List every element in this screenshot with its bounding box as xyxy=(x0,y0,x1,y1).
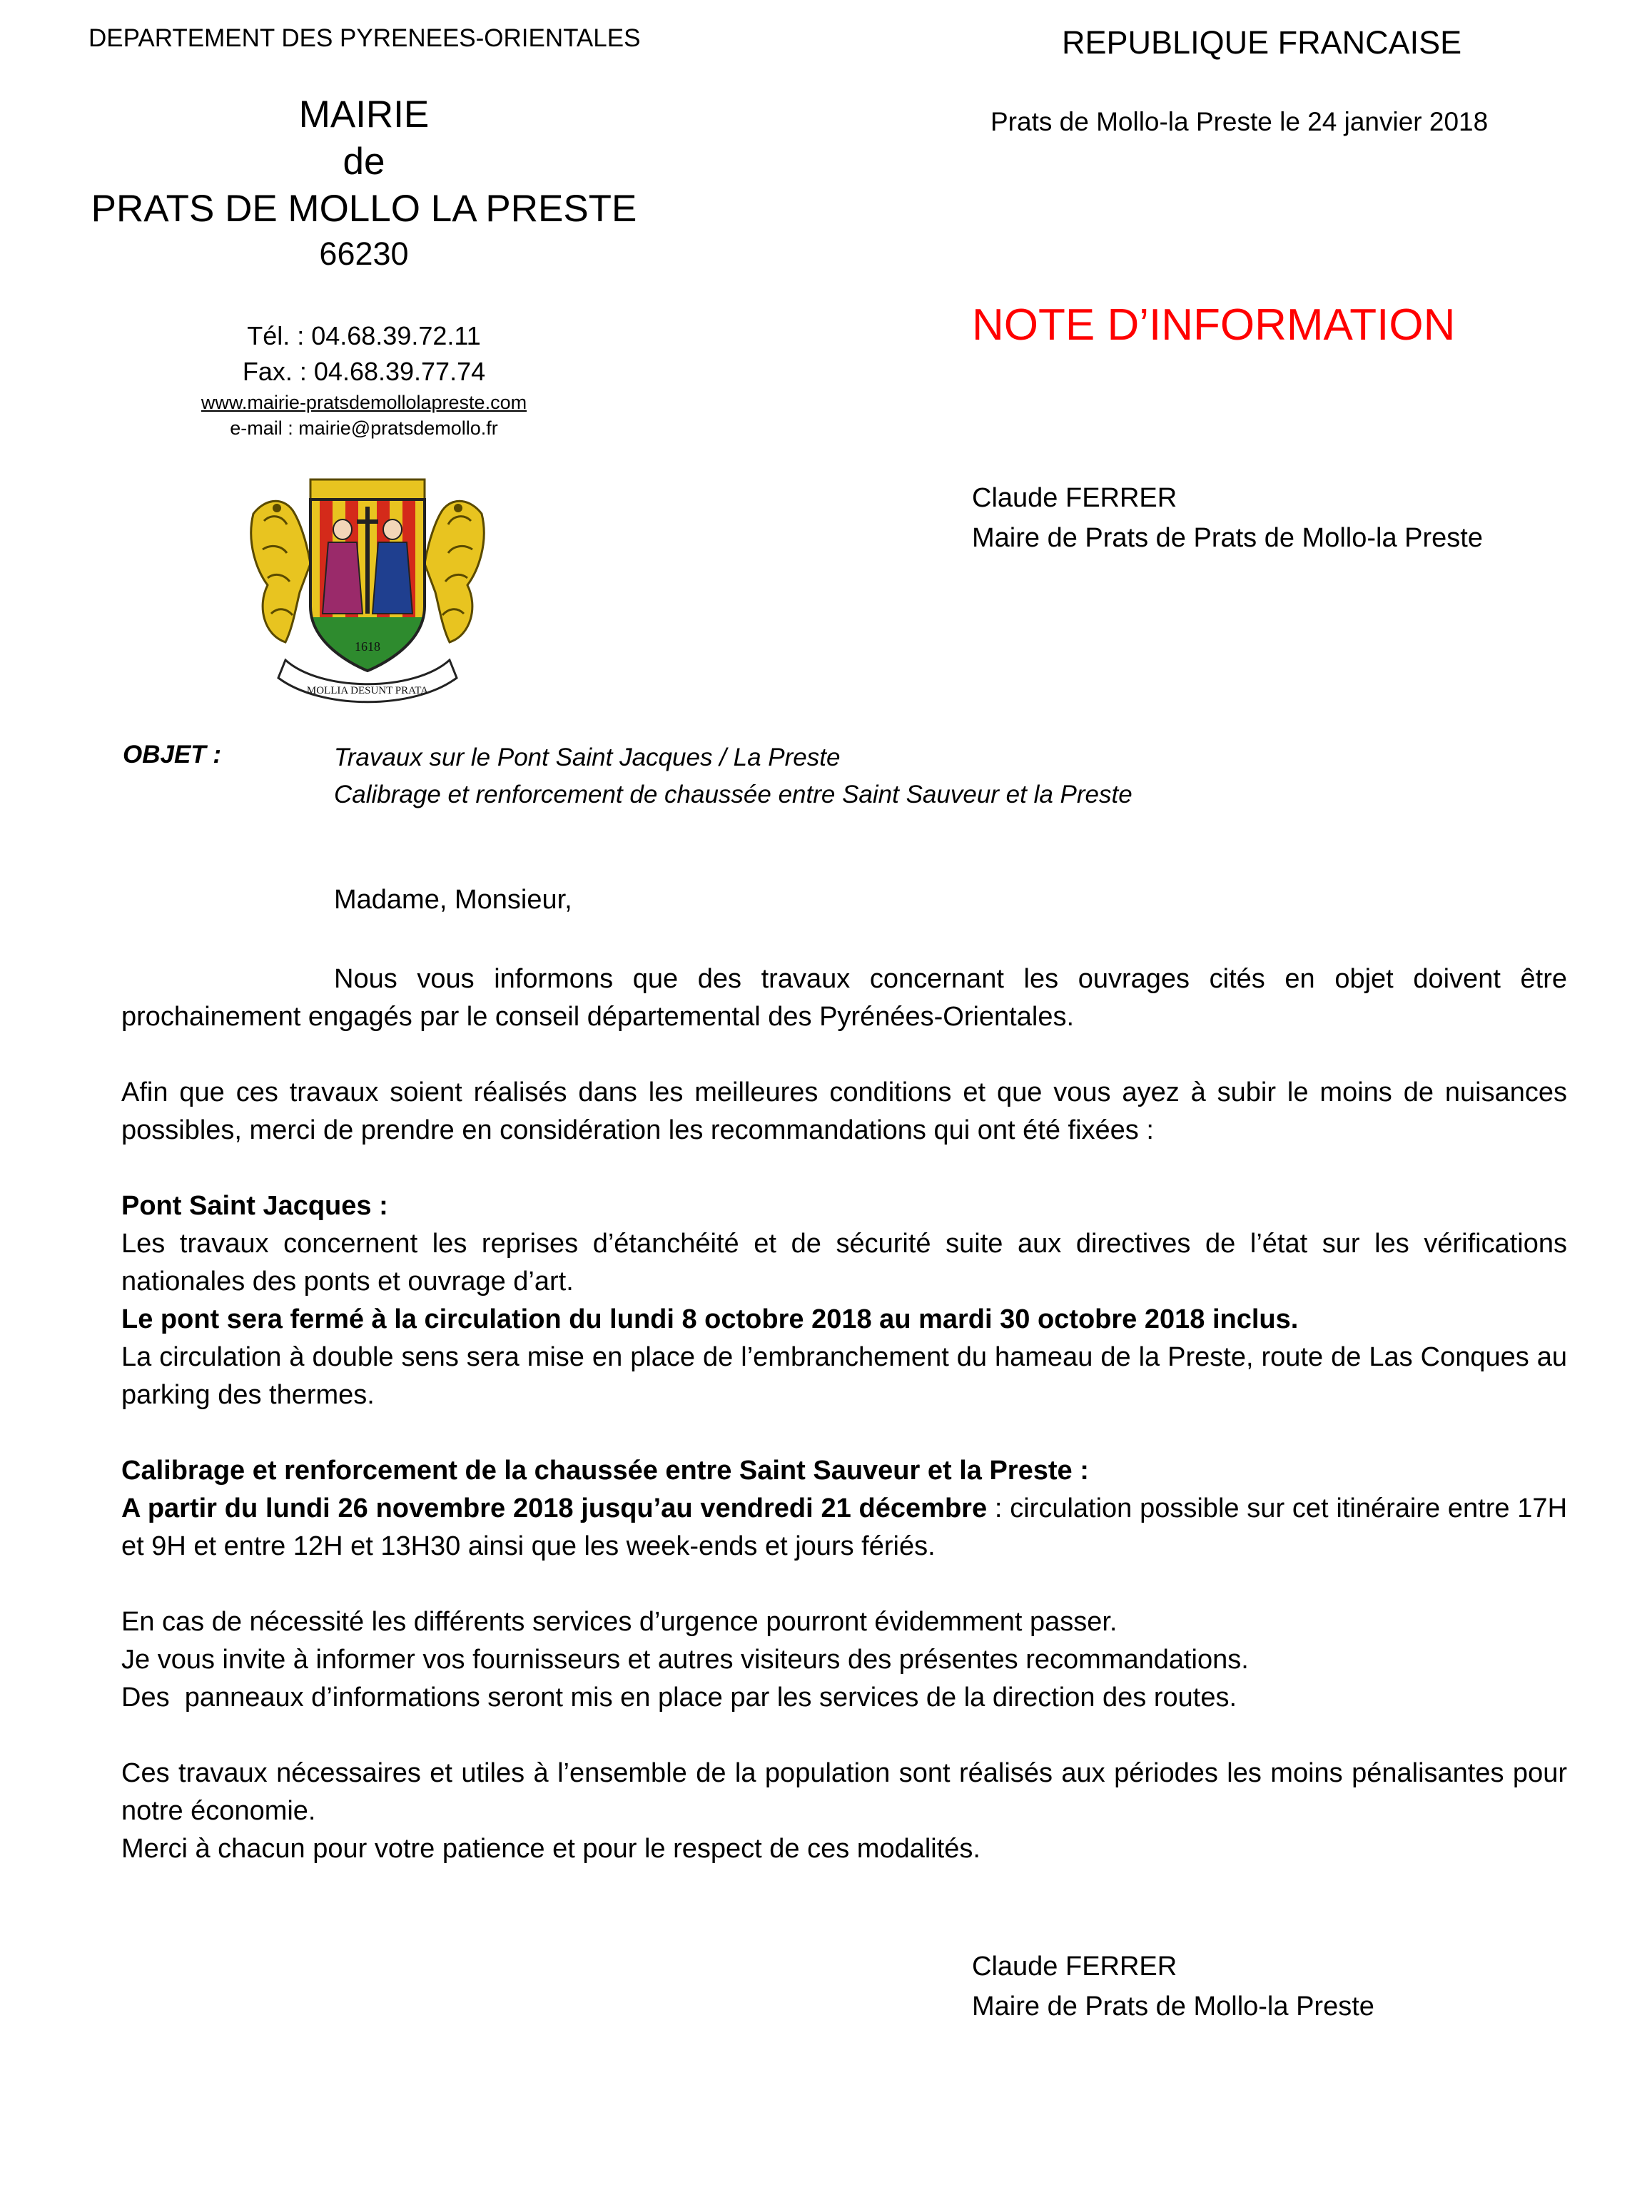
mairie-title: MAIRIE xyxy=(298,93,430,136)
conclusion-line: Ces travaux nécessaires et utiles à l’ensemble de la population sont réalisés aux périodes les moins pénalisantes pour notre économie. xyxy=(121,1758,1567,1826)
invite-line: Je vous invite à informer vos fournisseurs et autres visiteurs des présentes recommandations. xyxy=(121,1645,1249,1675)
fax-number: Fax. : 04.68.39.77.74 xyxy=(242,357,486,386)
calibrage-paragraph xyxy=(121,1490,1567,1566)
pont-detour: La circulation à double sens sera mise en place de l’embranchement du hameau de la Preste, route de Las Conques au parking des thermes. xyxy=(121,1342,1567,1410)
section-calibrage xyxy=(121,1452,1567,1566)
crest-motto: MOLLIA DESUNT PRATA xyxy=(306,685,429,696)
email-address: e-mail : mairie@pratsdemollo.fr xyxy=(230,417,498,439)
signature-top-name: Claude FERRER xyxy=(972,483,1177,513)
signature-top-role: Maire de Prats de Prats de Mollo-la Preste xyxy=(972,523,1483,553)
objet-text xyxy=(334,739,1132,813)
section-urgence xyxy=(121,1603,1567,1717)
pont-heading: Pont Saint Jacques : xyxy=(121,1191,388,1221)
website-link[interactable]: www.mairie-pratsdemollolapreste.com xyxy=(201,392,527,413)
left-lion-supporter xyxy=(251,501,310,642)
urgence-line: En cas de nécessité les différents services d’urgence pourront évidemment passer. xyxy=(121,1607,1118,1637)
mairie-de: de xyxy=(343,141,385,183)
spacer xyxy=(121,1717,1567,1755)
place-date: Prats de Mollo-la Preste le 24 janvier 2018 xyxy=(990,107,1489,136)
crest-svg xyxy=(243,464,492,714)
note-title: NOTE D’INFORMATION xyxy=(972,300,1456,350)
signature-top xyxy=(972,478,1483,558)
spacer xyxy=(121,1566,1567,1603)
calibrage-heading: Calibrage et renforcement de la chaussée entre Saint Sauveur et la Preste : xyxy=(121,1456,1089,1486)
letter-body xyxy=(121,960,1567,1868)
spacer xyxy=(121,1414,1567,1452)
section-conclusion xyxy=(121,1755,1567,1868)
greeting: Madame, Monsieur, xyxy=(334,885,572,915)
right-lion-supporter xyxy=(425,501,484,642)
crest-crown-band xyxy=(310,480,425,499)
coat-of-arms-crest xyxy=(243,464,492,714)
pont-closure: Le pont sera fermé à la circulation du lundi 8 octobre 2018 au mardi 30 octobre 2018 inclus. xyxy=(121,1304,1299,1334)
town-name: PRATS DE MOLLO LA PRESTE xyxy=(91,188,637,230)
panneaux-line: Des panneaux d’informations seront mis en place par les services de la direction des routes. xyxy=(121,1683,1237,1713)
paragraph-conditions: Afin que ces travaux soient réalisés dans les meilleures conditions et que vous ayez à subir le moins de nuisances possibles, merci de prendre en considération les recommandations qui ont été fixées : xyxy=(121,1077,1567,1145)
signature-bottom-role: Maire de Prats de Mollo-la Preste xyxy=(972,1992,1374,2021)
paragraph-intro: Nous vous informons que des travaux concernant les ouvrages cités en objet doivent être prochainement engagés par le conseil départemental des Pyrénées-Orientales. xyxy=(121,964,1567,1032)
calibrage-text: : circulation possible sur cet itinéraire entre 17H et 9H et entre 12H et 13H30 ainsi que les week-ends et jours fériés. xyxy=(121,1493,1568,1561)
merci-line: Merci à chacun pour votre patience et pour le respect de ces modalités. xyxy=(121,1834,980,1864)
signature-bottom xyxy=(972,1947,1374,2026)
objet-line-1: Travaux sur le Pont Saint Jacques / La Preste xyxy=(334,744,841,771)
postcode: 66230 xyxy=(319,235,409,272)
objet-label: OBJET : xyxy=(123,741,222,768)
republic-heading: REPUBLIQUE FRANCAISE xyxy=(1062,24,1462,61)
crest-year: 1618 xyxy=(355,639,380,654)
signature-bottom-name: Claude FERRER xyxy=(972,1952,1177,1982)
section-pont xyxy=(121,1187,1567,1414)
pont-text: Les travaux concernent les reprises d’étanchéité et de sécurité suite aux directives de l’état sur les vérifications nationales des ponts et ouvrage d’art. xyxy=(121,1229,1567,1297)
calibrage-dates: A partir du lundi 26 novembre 2018 jusqu’au vendredi 21 décembre xyxy=(121,1493,988,1523)
objet-line-2: Calibrage et renforcement de chaussée entre Saint Sauveur et la Preste xyxy=(334,781,1132,808)
contact-block xyxy=(114,318,614,441)
department-heading: DEPARTEMENT DES PYRENEES-ORIENTALES xyxy=(88,24,641,52)
phone-number: Tél. : 04.68.39.72.11 xyxy=(247,321,481,350)
shield xyxy=(310,499,425,674)
mairie-block xyxy=(43,91,685,275)
